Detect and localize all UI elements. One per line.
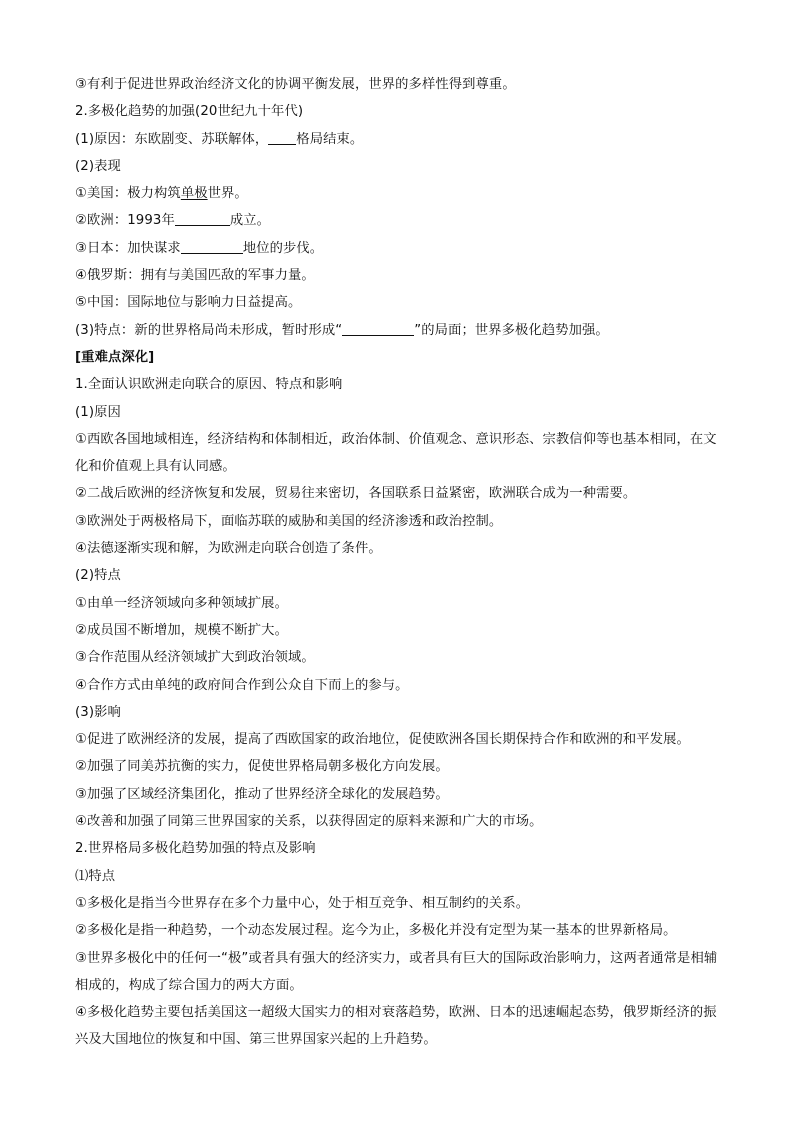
paragraph-feature-1: ①由单一经济领域向多种领域扩展。 — [75, 595, 288, 611]
paragraph-feature — [75, 317, 725, 344]
paragraph-reason-tail: 格局结束。 — [296, 131, 364, 147]
paragraph-usa-tail: 世界。 — [207, 186, 248, 202]
paragraph-benefit-3: ③有利于促进世界政治经济文化的协调平衡发展，世界的多样性得到尊重。 — [75, 77, 516, 92]
paragraph-impact-1: ①促进了欧洲经济的发展，提高了西欧国家的政治地位，促使欧洲各国长期保持合作和欧洲的和平发展。 — [75, 732, 690, 748]
paragraph-reason-2: ②二战后欧洲的经济恢复和发展，贸易往来密切，各国联系日益紧密，欧洲联合成为一种需要。 — [75, 486, 637, 502]
topic-heading-multipolarity: 2.世界格局多极化趋势加强的特点及影响 — [75, 841, 316, 857]
fill-blank-1[interactable] — [268, 130, 296, 145]
subheading-impacts: (3)影响 — [75, 704, 121, 720]
subheading-reasons: (1)原因 — [75, 404, 121, 420]
subheading-features: (2)特点 — [75, 568, 121, 584]
fill-blank-4[interactable] — [342, 321, 414, 336]
paragraph-feature-2: ②成员国不断增加，规模不断扩大。 — [75, 622, 288, 638]
paragraph-usa-text: ①美国：极力构筑 — [75, 186, 181, 202]
fill-blank-3[interactable] — [181, 239, 243, 254]
paragraph-reason-3: ③欧洲处于两极格局下，面临苏联的威胁和美国的经济渗透和政治控制。 — [75, 513, 503, 529]
paragraph-reason-1: ①西欧各国地域相连，经济结构和体制相近，政治体制、价值观念、意识形态、宗教信仰等也基本相同，在文化和价值观上具有认同感。 — [75, 431, 717, 475]
paragraph-reason-4: ④法德逐渐实现和解，为欧洲走向联合创造了条件。 — [75, 541, 382, 557]
document-body — [75, 71, 725, 1054]
section-heading-multipolar-trend: 2.多极化趋势的加强(20世纪九十年代) — [75, 104, 304, 120]
paragraph-impact-3: ③加强了区域经济集团化，推动了世界经济全球化的发展趋势。 — [75, 786, 449, 802]
subheading-characteristics: ⑴特点 — [75, 868, 116, 884]
paragraph-china: ⑤中国：国际地位与影响力日益提高。 — [75, 295, 302, 311]
paragraph-feature-3: ③合作范围从经济领域扩大到政治领域。 — [75, 650, 315, 666]
topic-heading-europe-union: 1.全面认识欧洲走向联合的原因、特点和影响 — [75, 377, 343, 393]
paragraph-characteristic-3: ③世界多极化中的任何一“极”或者具有强大的经济实力，或者具有巨大的国际政治影响力，这两者通常是相辅相成的，构成了综合国力的两大方面。 — [75, 950, 718, 993]
paragraph-characteristic-1: ①多极化是指当今世界存在多个力量中心，处于相互竞争、相互制约的关系。 — [75, 895, 530, 911]
paragraph-characteristic-2: ②多极化是指一种趋势，一个动态发展过程。迄今为止，多极化并没有定型为某一基本的世界新格局。 — [75, 923, 677, 939]
paragraph-feature-4: ④合作方式由单纯的政府间合作到公众自下而上的参与。 — [75, 677, 409, 693]
paragraph-reason-text: (1)原因：东欧剧变、苏联解体， — [75, 131, 269, 147]
paragraph-characteristic-4: ④多极化趋势主要包括美国这一超级大国实力的相对衰落趋势，欧洲、日本的迅速崛起态势，俄罗斯经济的振兴及大国地位的恢复和中国、第三世界国家兴起的上升趋势。 — [75, 1005, 717, 1048]
fill-blank-2[interactable] — [175, 211, 230, 226]
paragraph-feature-text: (3)特点：新的世界格局尚未形成，暂时形成“ — [75, 322, 343, 338]
paragraph-europe-text: ②欧洲：1993年 — [75, 213, 175, 229]
paragraph-russia: ④俄罗斯：拥有与美国匹敌的军事力量。 — [75, 268, 315, 284]
paragraph-europe — [75, 207, 725, 234]
paragraph-japan-tail: 地位的步伐。 — [242, 240, 324, 256]
paragraph-impact-4: ④改善和加强了同第三世界国家的关系，以获得固定的原料来源和广大的市场。 — [75, 814, 543, 830]
paragraph-japan-text: ③日本：加快谋求 — [75, 240, 181, 256]
paragraph-feature-tail: ”的局面；世界多极化趋势加强。 — [414, 322, 609, 338]
paragraph-reason — [75, 126, 725, 153]
underlined-term: 单极 — [180, 186, 208, 202]
subheading-manifestation: (2)表现 — [75, 158, 121, 174]
paragraph-impact-2: ②加强了同美苏抗衡的实力，促使世界格局朝多极化方向发展。 — [75, 759, 449, 775]
paragraph-usa — [75, 180, 725, 207]
section-heading-key-points: [重难点深化] — [75, 349, 155, 365]
paragraph-japan — [75, 235, 725, 262]
paragraph-europe-tail: 成立。 — [229, 213, 271, 229]
